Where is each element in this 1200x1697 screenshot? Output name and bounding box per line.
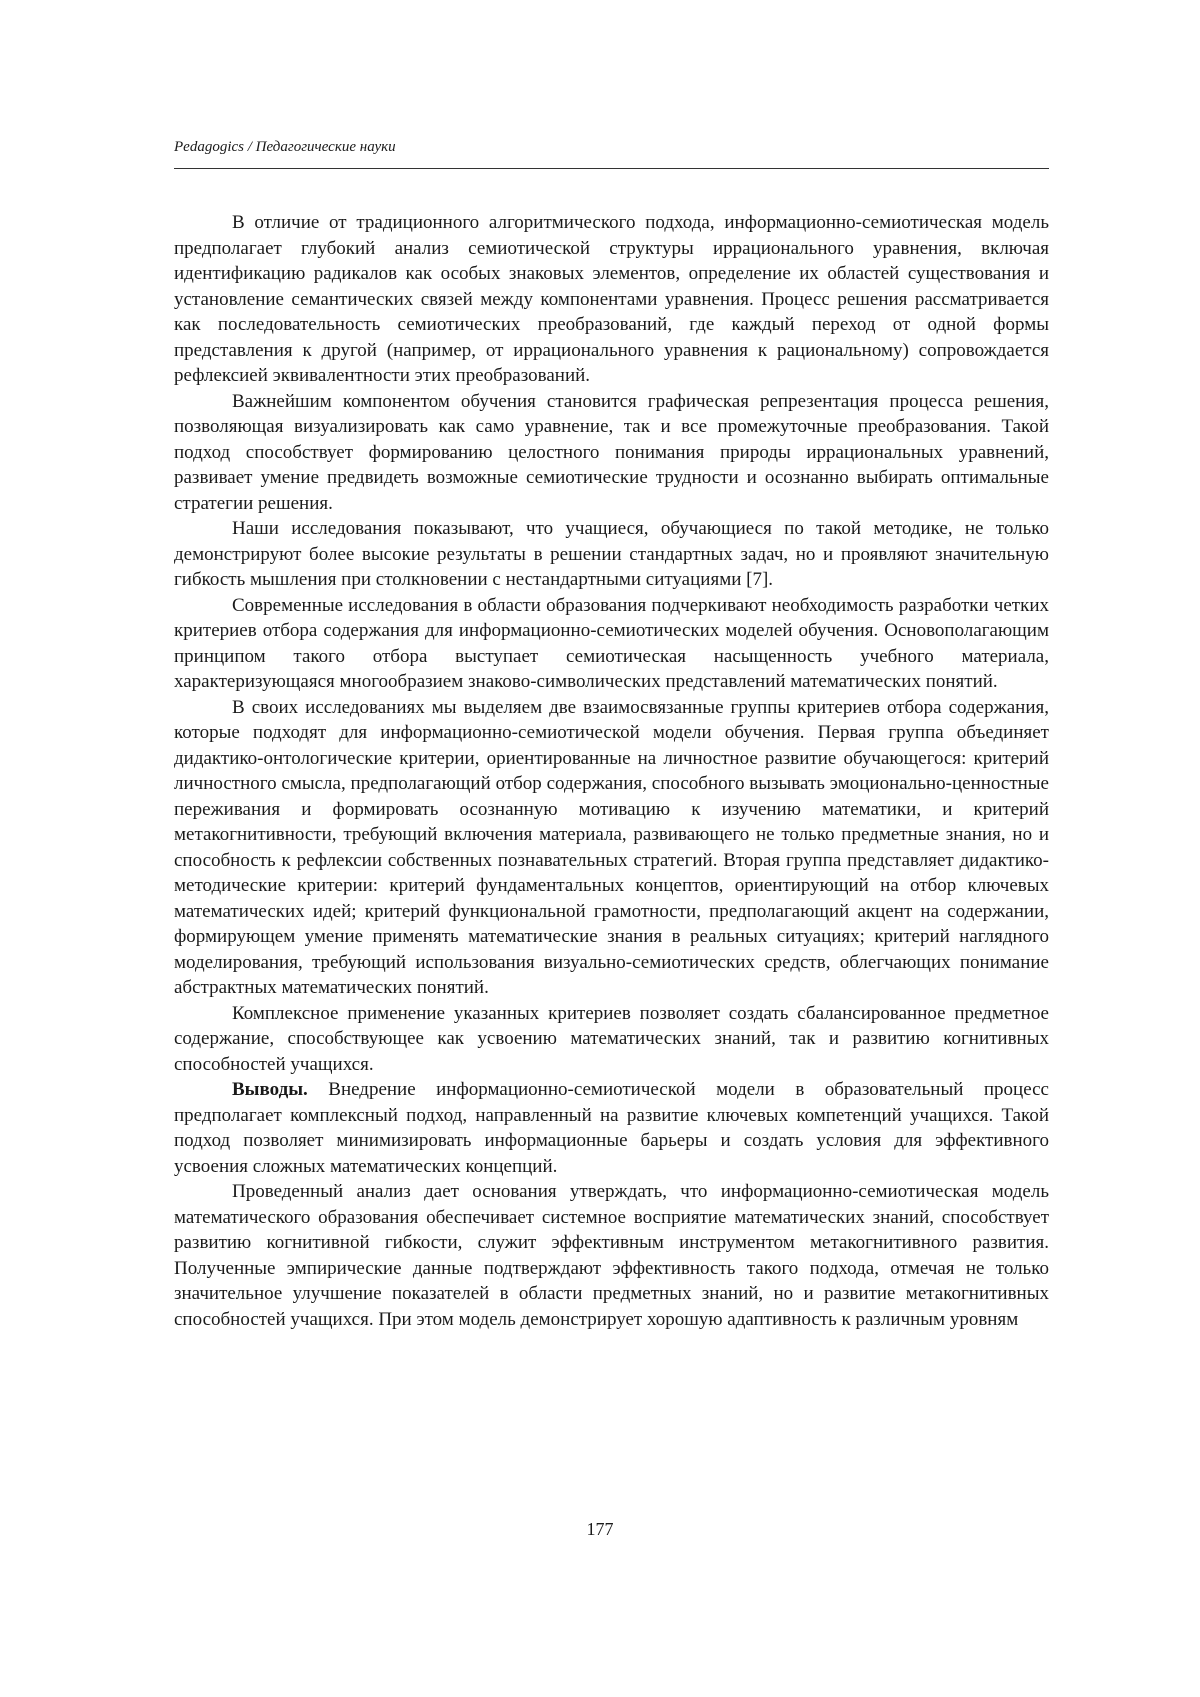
paragraph bbox=[174, 695, 1049, 1001]
paragraph bbox=[174, 593, 1049, 695]
page-number: 177 bbox=[586, 1519, 614, 1539]
paragraph-text: В своих исследованиях мы выделяем две взаимосвязанные группы критериев отбора содержания, которые подходят для информационно-семиотической модели обучения. Первая группа объединяет дидактико-онтологические критерии, ориентированные на личностное развитие обучающегося: критерий личностного смысла, предполагающий отбор содержания, способного вызывать эмоционально-ценностные переживания и формировать осознанную мотивацию к изучению математики, и критерий метакогнитивности, требующий включения материала, развивающего не только предметные знания, но и способность к рефлексии собственных познавательных стратегий. Вторая группа представляет дидактико-методические критерии: критерий фундаментальных концептов, ориентирующий на отбор ключевых математических идей; критерий функциональной грамотности, предполагающий акцент на содержании, формирующем умение применять математические знания в реальных ситуациях; критерий наглядного моделирования, требующий использования визуально-семиотических средств, облегчающих понимание абстрактных математических понятий. bbox=[174, 696, 1049, 998]
conclusions-heading: Выводы. bbox=[232, 1079, 308, 1100]
paragraph-text: В отличие от традиционного алгоритмического подхода, информационно-семиотическая модель предполагает глубокий анализ семиотической структуры иррационального уравнения, включая идентификацию радикалов как особых знаковых элементов, определение их областей существования и установление семантических связей между компонентами уравнения. Процесс решения рассматривается как последовательность семиотических преобразований, где каждый переход от одной формы представления к другой (например, от иррационального уравнения к рациональному) сопровождается рефлексией эквивалентности этих преобразований. bbox=[174, 212, 1049, 386]
paragraph bbox=[174, 516, 1049, 593]
paragraph-text: Проведенный анализ дает основания утверждать, что информационно-семиотическая модель математического образования обеспечивает системное восприятие математических знаний, способствует развитию когнитивной гибкости, служит эффективным инструментом метакогнитивного развития. Полученные эмпирические данные подтверждают эффективность такого подхода, отмечая не только значительное улучшение показателей в области предметных знаний, но и развитие метакогнитивных способностей учащихся. При этом модель демонстрирует хорошую адаптивность к различным уровням bbox=[174, 1181, 1049, 1330]
paragraph bbox=[174, 210, 1049, 389]
paragraph-text: Внедрение информационно-семиотической модели в образовательный процесс предполагает комплексный подход, направленный на развитие ключевых компетенций учащихся. Такой подход позволяет минимизировать информационные барьеры и создать условия для эффективного усвоения сложных математических концепций. bbox=[174, 1079, 1049, 1177]
conclusions-paragraph bbox=[174, 1077, 1049, 1179]
paragraph bbox=[174, 389, 1049, 517]
paragraph-text: Современные исследования в области образования подчеркивают необходимость разработки четких критериев отбора содержания для информационно-семиотических моделей обучения. Основополагающим принципом такого отбора выступает семиотическая насыщенность учебного материала, характеризующаяся многообразием знаково-символических представлений математических понятий. bbox=[174, 594, 1049, 692]
paragraph bbox=[174, 1001, 1049, 1078]
running-title: Pedagogics / Педагогические науки bbox=[174, 139, 396, 155]
paragraph-text: Важнейшим компонентом обучения становится графическая репрезентация процесса решения, позволяющая визуализировать как само уравнение, так и все промежуточные преобразования. Такой подход способствует формированию целостного понимания природы иррациональных уравнений, развивает умение предвидеть возможные семиотические трудности и осознанно выбирать оптимальные стратегии решения. bbox=[174, 390, 1049, 514]
paragraph bbox=[174, 1179, 1049, 1332]
paragraph-text: Комплексное применение указанных критериев позволяет создать сбалансированное предметное содержание, способствующее как усвоению математических знаний, так и развитию когнитивных способностей учащихся. bbox=[174, 1002, 1049, 1075]
article-body bbox=[174, 210, 1049, 1332]
running-header bbox=[174, 139, 1049, 169]
paragraph-text: Наши исследования показывают, что учащиеся, обучающиеся по такой методике, не только демонстрируют более высокие результаты в решении стандартных задач, но и проявляют значительную гибкость мышления при столкновении с нестандартными ситуациями [7]. bbox=[174, 518, 1049, 590]
